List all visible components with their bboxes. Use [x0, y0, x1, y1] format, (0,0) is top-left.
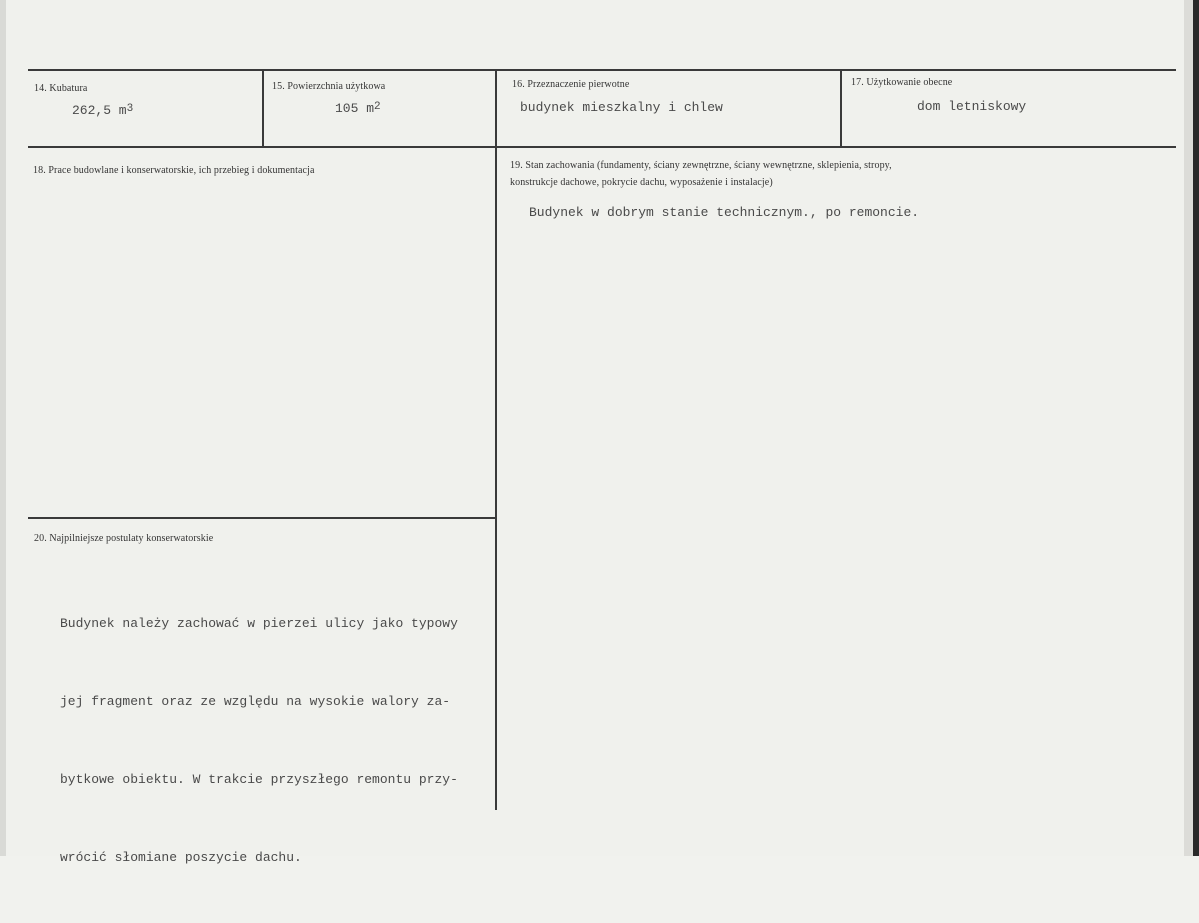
field-20-line: Budynek należy zachować w pierzei ulicy jako typowy [60, 616, 458, 631]
field-18-label: 18. Prace budowlane i konserwatorskie, ich przebieg i dokumentacja [33, 165, 315, 176]
field-15-unit-exponent: 2 [374, 101, 381, 113]
field-14-number: 262,5 m [72, 103, 127, 118]
field-15-number: 105 m [335, 101, 375, 116]
top-rule [28, 69, 1176, 71]
field-17-value: dom letniskowy [917, 99, 1027, 114]
field-19-label-line2: konstrukcje dachowe, pokrycie dachu, wyposażenie i instalacje) [510, 177, 773, 188]
field-20-text [60, 559, 458, 923]
page-right-margin [1184, 0, 1193, 856]
mid-rule [28, 146, 1176, 148]
field-20-line: bytkowe obiektu. W trakcie przyszłego remontu przy- [60, 772, 458, 787]
field-17-label: 17. Użytkowanie obecne [851, 77, 953, 88]
field-19-value: Budynek w dobrym stanie technicznym., po remoncie. [529, 205, 920, 220]
field-20-line: jej fragment oraz ze względu na wysokie walory za- [60, 694, 451, 709]
field-15-label: 15. Powierzchnia użytkowa [272, 81, 386, 92]
field20-rule [28, 517, 495, 519]
divider-15-16 [495, 70, 497, 810]
field-16-value: budynek mieszkalny i chlew [520, 100, 723, 115]
field-14-label: 14. Kubatura [34, 83, 88, 94]
field-14-value [72, 103, 133, 118]
divider-14-15 [262, 70, 264, 148]
field-14-unit-exponent: 3 [126, 103, 134, 115]
divider-16-17 [840, 70, 842, 148]
field-15-value [335, 101, 381, 116]
field-16-label: 16. Przeznaczenie pierwotne [512, 79, 630, 90]
field-20-line: wrócić słomiane poszycie dachu. [60, 850, 302, 865]
field-19-label-line1: 19. Stan zachowania (fundamenty, ściany zewnętrzne, ściany wewnętrzne, sklepienia, stropy, [510, 160, 892, 171]
page-right-edge [1193, 0, 1199, 856]
field-20-label: 20. Najpilniejsze postulaty konserwatorskie [34, 533, 214, 544]
page-left-edge [0, 0, 6, 856]
